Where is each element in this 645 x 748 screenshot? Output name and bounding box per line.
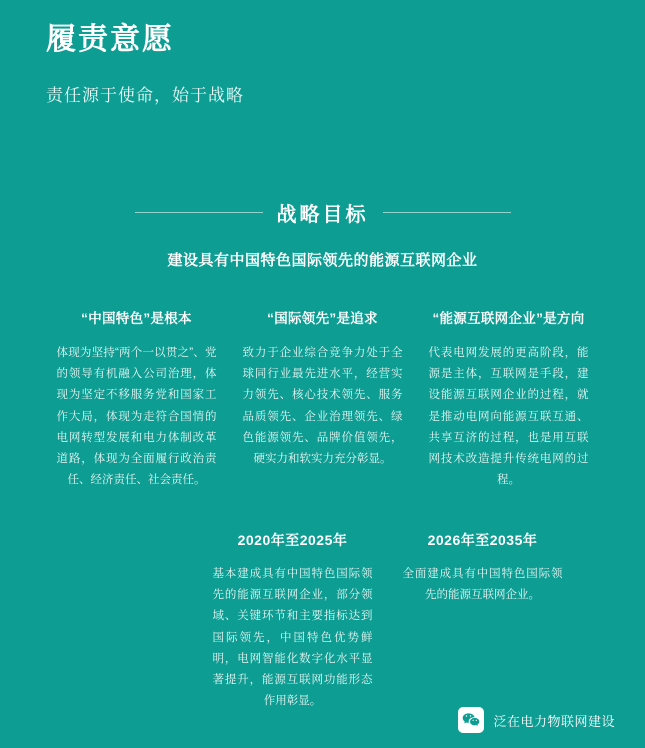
footer-account[interactable]: [458, 707, 615, 733]
pillar-item: [57, 310, 217, 492]
divider-right: [383, 212, 511, 213]
pillar-body: 致力于企业综合竞争力处于全球同行业最先进水平，经营实力领先、核心技术领先、服务品质领先、企业治理领先、绿色能源领先、品牌价值领先，硬实力和软实力充分彰显。: [242, 346, 403, 466]
phases-row: [0, 530, 645, 713]
section-title: 战略目标: [276, 204, 369, 226]
phase-title: 2026年至2035年: [427, 531, 538, 548]
footer-account-name: 泛在电力物联网建设: [493, 713, 615, 729]
page-footer: [0, 692, 645, 748]
pillar-item: [243, 310, 403, 492]
phase-item: [213, 530, 373, 713]
pillar-body: 代表电网发展的更高阶段，能源是主体，互联网是手段，建设能源互联网企业的过程，就是推动电网向能源互联互通、共享互济的过程，也是用互联网技术改造提升传统电网的过程。: [428, 346, 589, 487]
pillar-title: “能源互联网企业”是方向: [432, 311, 585, 326]
section-title-row: [0, 198, 645, 227]
pillars-row: [0, 310, 645, 492]
pillar-title: “中国特色”是根本: [81, 311, 192, 326]
page-header: [0, 0, 645, 106]
pillar-body: 体现为坚持“两个一以贯之”、党的领导有机融入公司治理，体现为坚定不移服务党和国家工作大局，体现为走符合国情的电网转型发展和电力体制改革道路，体现为全面履行政治责任、经济责任、社会责任。: [56, 346, 217, 487]
section-subtitle: 建设具有中国特色国际领先的能源互联网企业: [167, 252, 478, 269]
page-title: 履责意愿: [46, 23, 174, 56]
phase-title: 2020年至2025年: [237, 531, 348, 548]
pillar-item: [429, 310, 589, 492]
page-subtitle: 责任源于使命，始于战略: [46, 86, 244, 105]
pillar-title: “国际领先”是追求: [267, 311, 378, 326]
phase-body: 基本建成具有中国特色国际领先的能源互联网企业，部分领域、关键环节和主要指标达到国际领先，中国特色优势鲜明，电网智能化数字化水平显著提升，能源互联网功能形态作用彰显。: [212, 567, 373, 708]
phase-body: 全面建成具有中国特色国际领先的能源互联网企业。: [402, 567, 563, 602]
wechat-icon: [458, 707, 484, 733]
phase-item: [403, 530, 563, 713]
strategy-section: [0, 198, 645, 270]
divider-left: [135, 212, 263, 213]
